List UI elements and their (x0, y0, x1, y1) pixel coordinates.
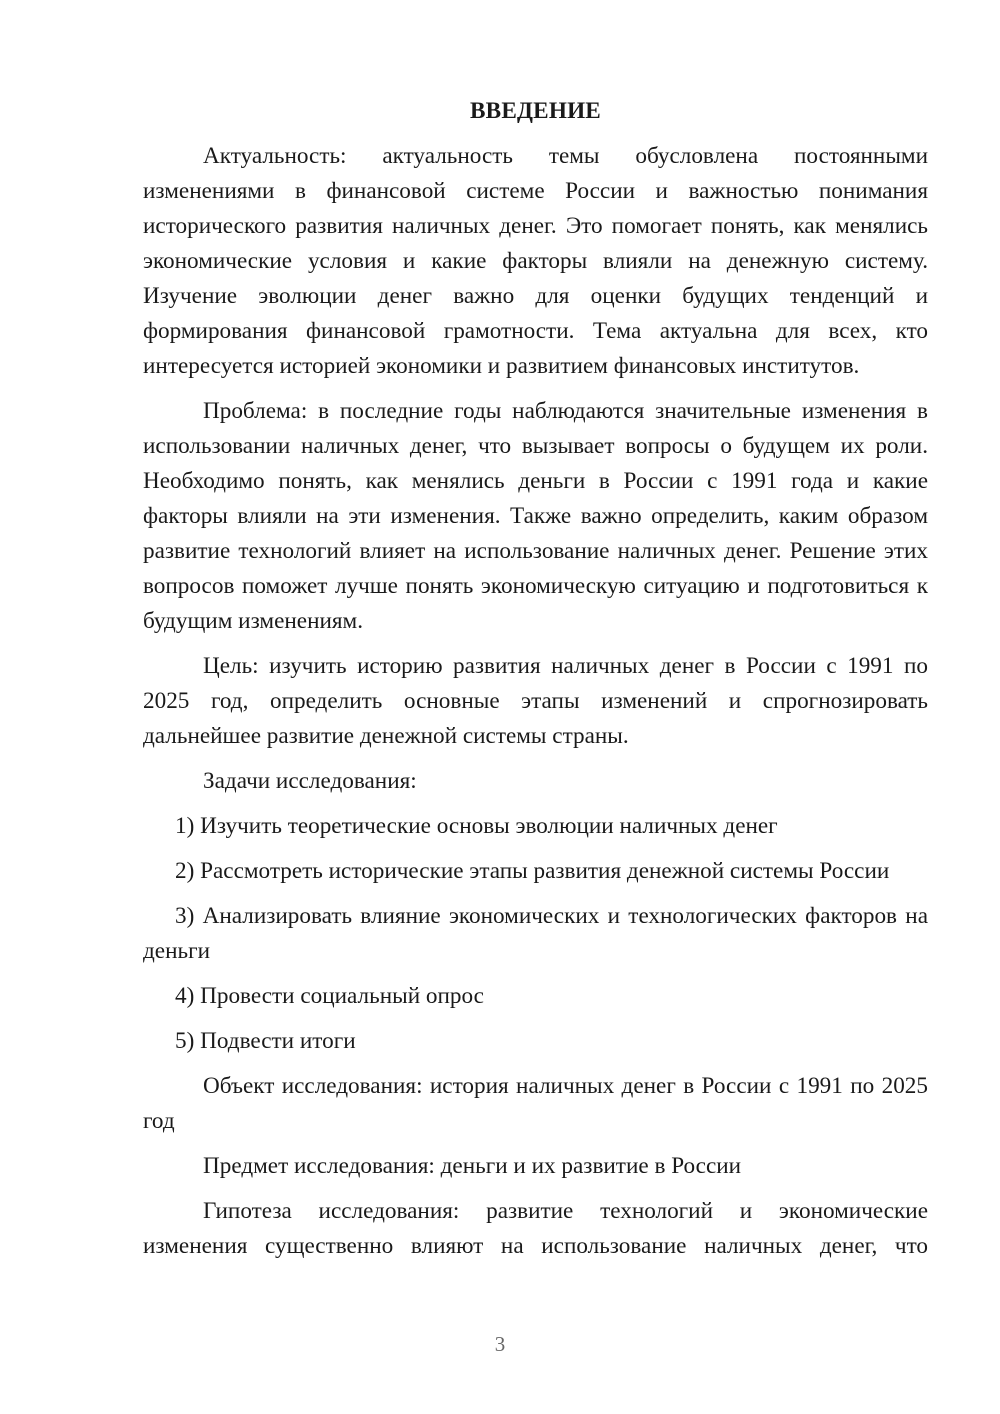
paragraph-subject: Предмет исследования: деньги и их развитие в России (203, 1153, 742, 1179)
paragraph-object: Объект исследования: история наличных денег в России с 1991 по 2025 год (143, 1073, 928, 1134)
task-item-2: 2) Рассмотреть исторические этапы развития денежной системы России (175, 858, 890, 884)
task-item-4: 4) Провести социальный опрос (175, 983, 484, 1009)
paragraph-relevance: Актуальность: актуальность темы обусловлена постоянными изменениями в финансовой системе России и важностью понимания исторического развития наличных денег. Это помогает понять, как менялись экономические условия и какие факторы влияли на денежную систему. Изучение эволюции денег важно для оценки будущих тенденций и формирования финансовой грамотности. Тема актуальна для всех, кто интересуется историей экономики и развитием финансовых институтов. (143, 143, 928, 379)
task-item-5: 5) Подвести итоги (175, 1028, 356, 1054)
task-item-3: 3) Анализировать влияние экономических и технологических факторов на деньги (143, 903, 928, 964)
page-number: 3 (494, 1332, 506, 1356)
page-content (143, 94, 928, 1274)
paragraph-problem: Проблема: в последние годы наблюдаются значительные изменения в использовании наличных денег, что вызывает вопросы о будущем их роли. Необходимо понять, как менялись деньги в России с 1991 года и какие факторы влияли на эти изменения. Также важно определить, каким образом развитие технологий влияет на использование наличных денег. Решение этих вопросов поможет лучше понять экономическую ситуацию и подготовиться к будущим изменениям. (143, 398, 928, 634)
paragraph-hypothesis: Гипотеза исследования: развитие технологий и экономические изменения существенно влияют на использование наличных денег, что (143, 1198, 928, 1259)
task-item-1: 1) Изучить теоретические основы эволюции наличных денег (175, 813, 778, 839)
paragraph-tasks-heading: Задачи исследования: (203, 768, 417, 794)
paragraph-goal: Цель: изучить историю развития наличных денег в России с 1991 по 2025 год, определить основные этапы изменений и спрогнозировать дальнейшее развитие денежной системы страны. (143, 653, 928, 749)
section-title: ВВЕДЕНИЕ (470, 98, 601, 124)
